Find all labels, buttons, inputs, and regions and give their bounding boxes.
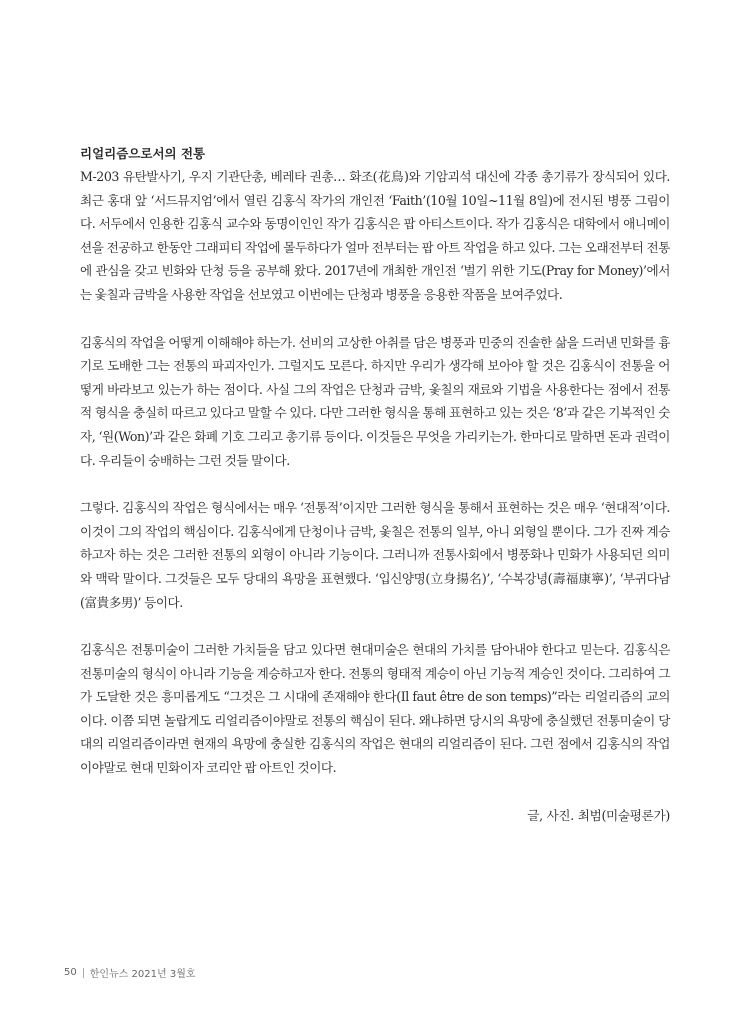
byline: 글, 사진. 최범(미술평론가) (527, 807, 670, 823)
page-number: 50 (64, 967, 77, 978)
publication-title: 한인뉴스 2021년 3월호 (89, 969, 196, 980)
footer-divider (83, 968, 84, 978)
paragraph-4: 김홍식은 전통미술이 그러한 가치들을 담고 있다면 현대미술은 현대의 가치를 담아내야 한다고 믿는다. 김홍식은 전통미술의 형식이 아니라 기능을 계승하고자 한다. 전통의 형태적 계승이 아닌 기능적 계승인 것이다. 그리하여 그가 도달한 것은 흥미롭게도 “그것은 그 시대에 존재해야 한다(Il faut être de son temps)”라는 리얼리즘의 교의이다. 이쯤 되면 놀랍게도 리얼리즘이야말로 전통의 핵심이 된다. 왜냐하면 당시의 욕망에 충실했던 전통미술이 당대의 리얼리즘이라면 현재의 욕망에 충실한 김홍식의 작업은 현대의 리얼리즘이 된다. 그런 점에서 김홍식의 작업이야말로 현대 민화이자 코리안 팝 아트인 것이다. (80, 642, 670, 776)
page-footer (64, 965, 196, 980)
section-heading: 리얼리즘으로서의 전통 (80, 146, 206, 161)
paragraph-3: 그렇다. 김홍식의 작업은 형식에서는 매우 ‘전통적’이지만 그러한 형식을 통해서 표현하는 것은 매우 ‘현대적’이다. 이것이 그의 작업의 핵심이다. 김홍식에게 단청이나 금박, 옻칠은 전통의 일부, 아니 외형일 뿐이다. 그가 진짜 계승하고자 하는 것은 그러한 전통의 외형이 아니라 기능이다. 그러니까 전통사회에서 병풍화나 민화가 사용되던 의미와 맥락 말이다. 그것들은 모두 당대의 욕망을 표현했다. ‘입신양명(立身揚名)’, ‘수복강녕(壽福康寧)’, ‘부귀다남(富貴多男)’ 등이다. (80, 500, 670, 610)
paragraph-1: M-203 유탄발사기, 우지 기관단총, 베레타 권총… 화조(花鳥)와 기암괴석 대신에 각종 총기류가 장식되어 있다. 최근 홍대 앞 ‘서드뮤지엄’에서 열린 김홍식 작가의 개인전 ‘Faith’(10월 10일~11월 8일)에 전시된 병풍 그림이다. 서두에서 인용한 김홍식 교수와 동명이인인 작가 김홍식은 팝 아티스트이다. 작가 김홍식은 대학에서 애니메이션을 전공하고 한동안 그래피티 작업에 몰두하다가 얼마 전부터는 팝 아트 작업을 하고 있다. 그는 오래전부터 전통에 관심을 갖고 빈화와 단청 등을 공부해 왔다. 2017년에 개최한 개인전 ‘벌기 위한 기도(Pray for Money)’에서는 옻칠과 금박을 사용한 작업을 선보였고 이번에는 단청과 병풍을 응용한 작품을 보여주었다. (80, 169, 670, 302)
article-body (80, 144, 670, 827)
paragraph-2: 김홍식의 작업을 어떻게 이해해야 하는가. 선비의 고상한 아취를 담은 병풍과 민중의 진솔한 삶을 드러낸 민화를 흉기로 도배한 그는 전통의 파괴자인가. 그럴지도 모른다. 하지만 우리가 생각해 보아야 할 것은 김홍식이 전통을 어떻게 바라보고 있는가 하는 점이다. 사실 그의 작업은 단청과 금박, 옻칠의 재료와 기법을 사용한다는 점에서 전통적 형식을 충실히 따르고 있다고 말할 수 있다. 다만 그러한 형식을 통해 표현하고 있는 것은 ‘8’과 같은 기복적인 숫자, ‘원(Won)’과 같은 화폐 기호 그리고 총기류 등이다. 이것들은 무엇을 가리키는가. 한마디로 말하면 돈과 권력이다. 우리들이 숭배하는 그런 것들 말이다. (80, 334, 670, 468)
